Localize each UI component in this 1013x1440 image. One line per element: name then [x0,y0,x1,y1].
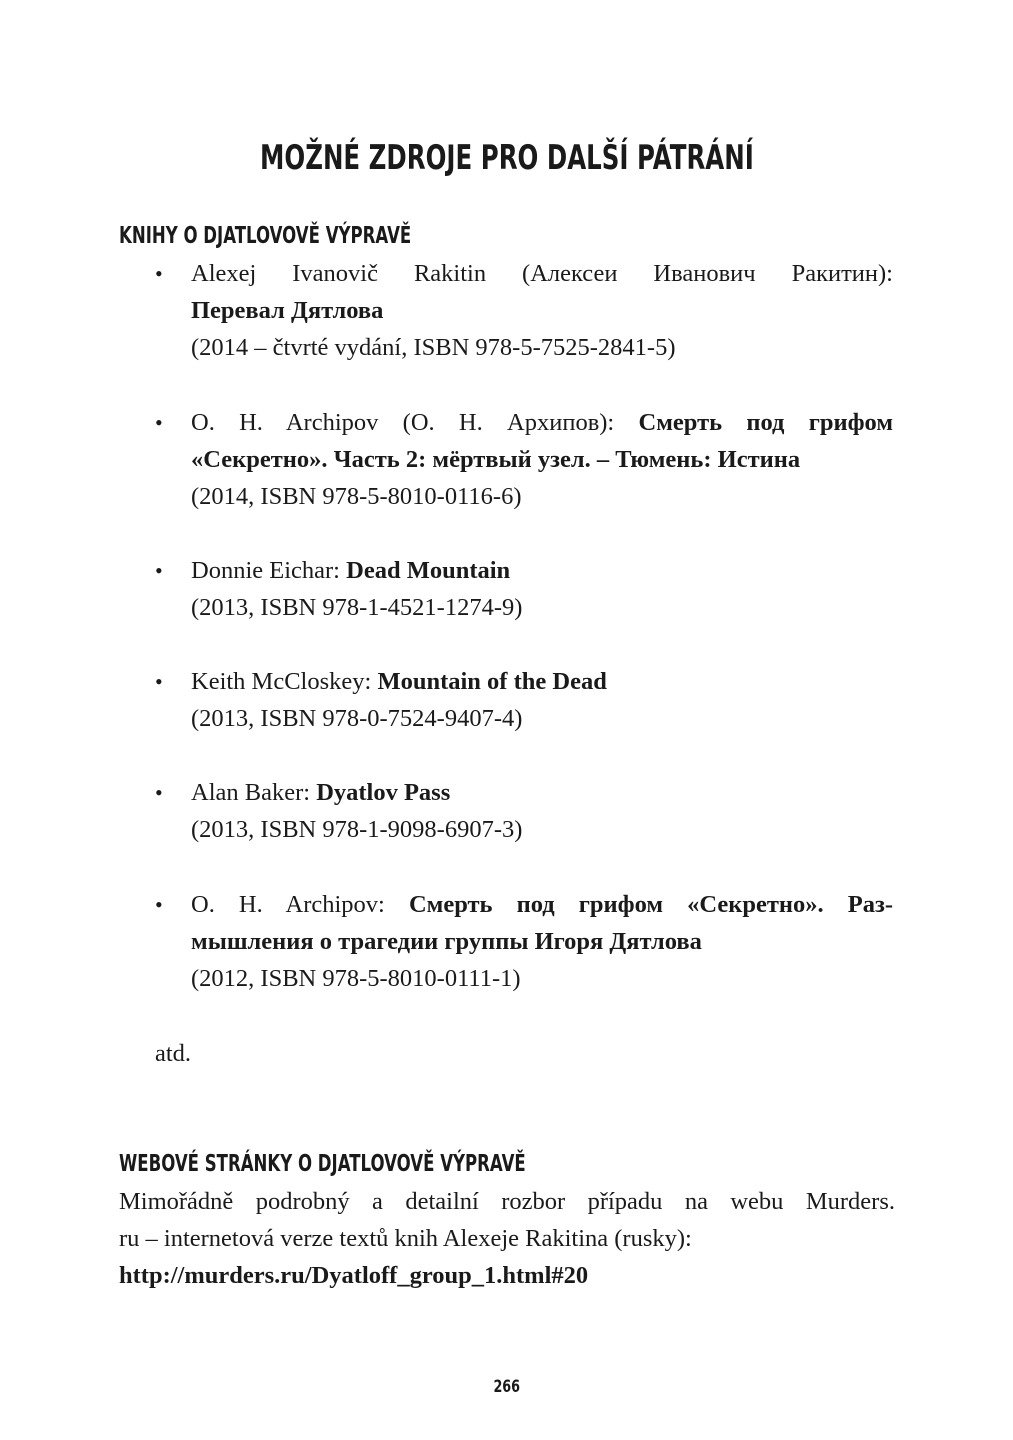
book-author-title-line [191,404,893,441]
book-author: O. H. Archipov (O. H. Архипов): [191,409,615,436]
book-title-part: Смерть под грифом [638,409,894,436]
book-author: O. H. Archipov: [191,891,385,918]
websites-text-line: Mimořádně podrobný a detailní rozbor případu na webu Murders. [119,1188,895,1215]
book-author-title-line [191,774,893,811]
book-title: Перевал Дятлова [191,297,384,324]
books-heading [119,222,525,250]
websites-heading-text: WEBOVÉ STRÁNKY O DJATLOVOVĚ VÝPRAVĚ [119,1151,526,1177]
etc-text: atd. [155,1040,192,1067]
book-title-part: мышления о трагедии группы Игоря Дятлова [191,928,702,955]
books-heading-text: KNIHY O DJATLOVOVĚ VÝPRAVĚ [119,223,412,249]
book-item [155,404,895,515]
bullet-icon: • [155,780,163,805]
book-item [155,552,895,626]
page-number-text: 266 [493,1377,520,1397]
websites-paragraph [119,1183,895,1294]
book-author-title-line [191,552,893,589]
book-author: Alexej Ivanovič Rakitin (Алексеи Иванович Ракитин): [191,260,893,287]
page-number [0,1377,1013,1397]
book-item [155,886,895,997]
bullet-icon: • [155,261,163,286]
bullet-icon: • [155,410,163,435]
book-author: Donnie Eichar: [191,557,340,584]
book-details: (2013, ISBN 978-1-4521-1274-9) [191,594,523,621]
book-details: (2014 – čtvrté vydání, ISBN 978-5-7525-2841-5) [191,334,676,361]
book-title: Mountain of the Dead [377,668,607,695]
book-details: (2014, ISBN 978-5-8010-0116-6) [191,483,522,510]
book-details: (2013, ISBN 978-1-9098-6907-3) [191,816,523,843]
book-item [155,663,895,737]
book-item [155,255,895,366]
websites-text-line: ru – internetová verze textů knih Alexeje Rakitina (rusky): [119,1225,692,1252]
page-title-text: MOŽNÉ ZDROJE PRO DALŠÍ PÁTRÁNÍ [259,138,754,178]
book-author-title-line [191,663,893,700]
book-title-part: «Секретно». Часть 2: мёртвый узел. – Тюмень: Истина [191,446,801,473]
page-title [0,138,1013,178]
bullet-icon: • [155,558,163,583]
website-url-link[interactable]: http://murders.ru/Dyatloff_group_1.html#20 [119,1262,589,1289]
book-title-part: Смерть под грифом «Секретно». Раз- [408,891,894,918]
book-author: Keith McCloskey: [191,668,372,695]
book-title: Dyatlov Pass [316,779,451,806]
book-author-title-line [191,886,893,923]
book-title: Dead Mountain [346,557,511,584]
book-details: (2012, ISBN 978-5-8010-0111-1) [191,965,521,992]
book-author: Alan Baker: [191,779,311,806]
bullet-icon: • [155,892,163,917]
bullet-icon: • [155,669,163,694]
book-item [155,774,895,848]
book-details: (2013, ISBN 978-0-7524-9407-4) [191,705,523,732]
websites-heading [119,1150,684,1178]
